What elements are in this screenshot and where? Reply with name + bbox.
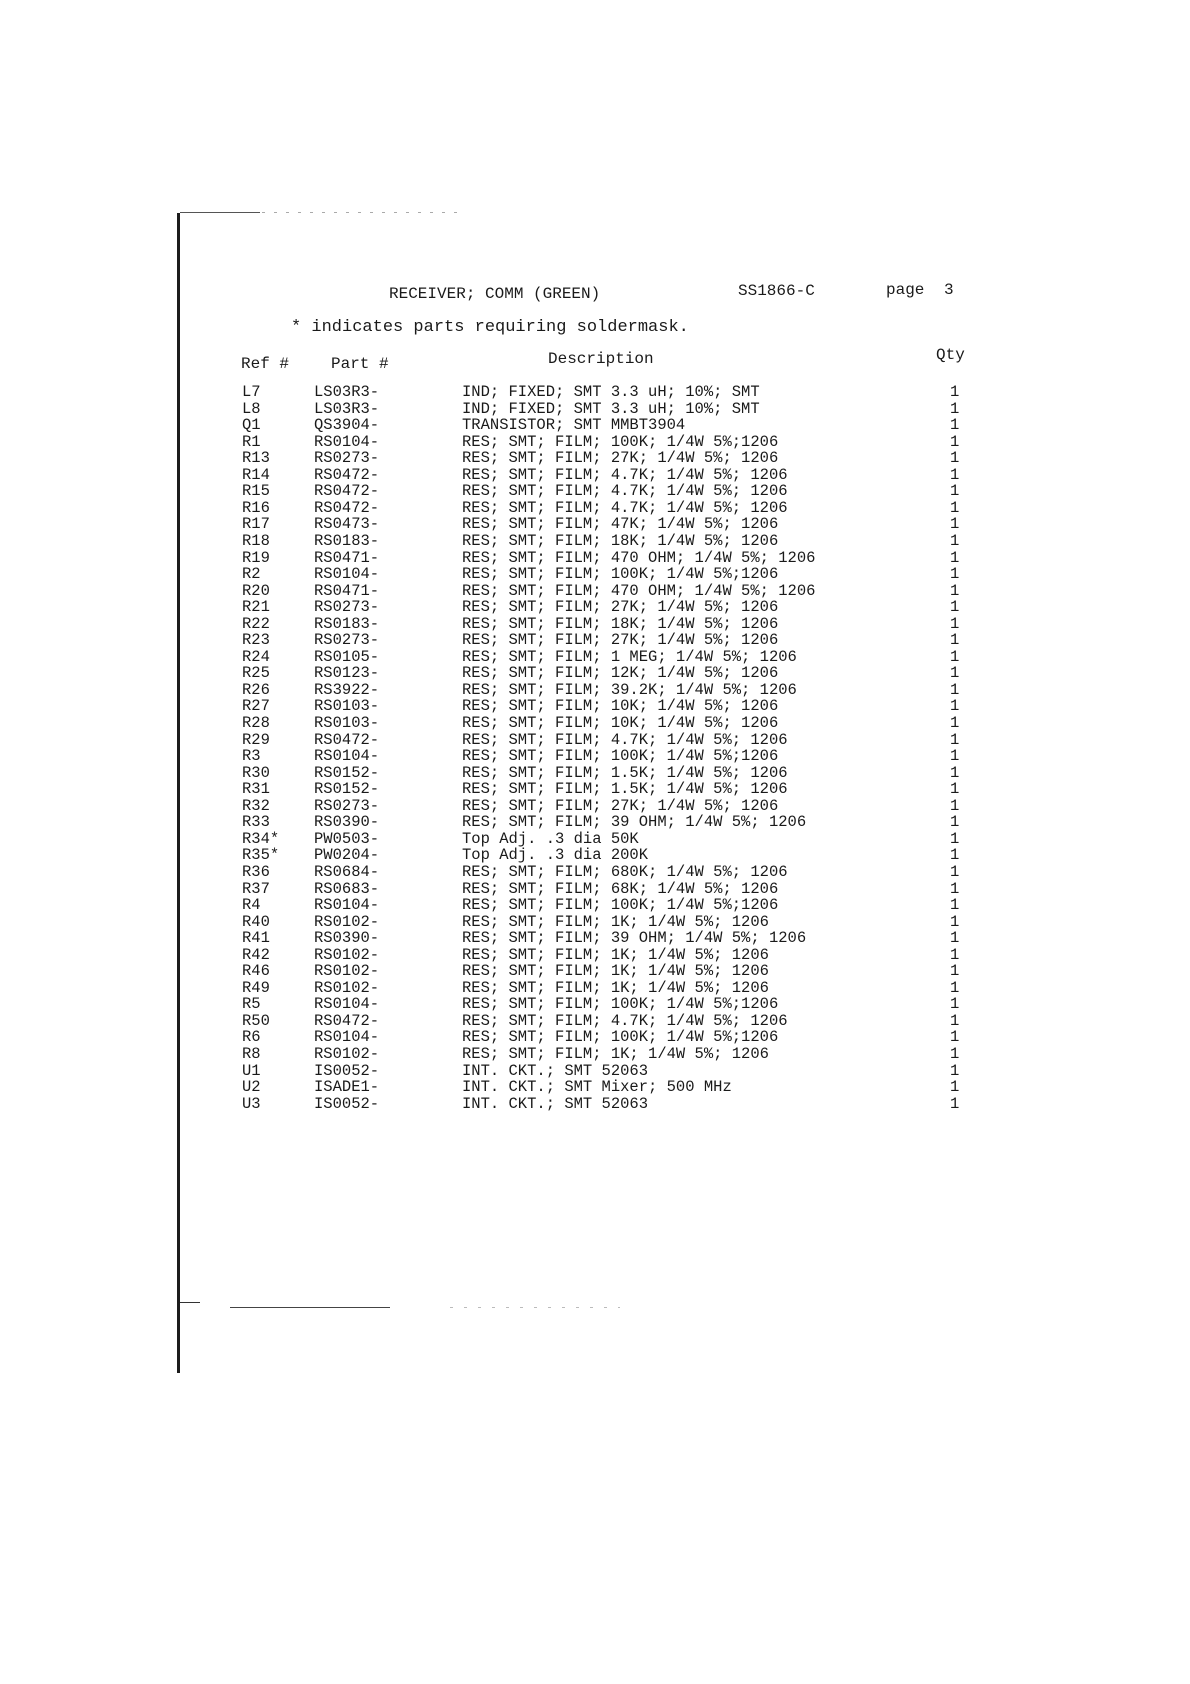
cell-qty: 1 xyxy=(950,432,960,451)
cell-part: RS3922- xyxy=(314,680,380,699)
cell-qty: 1 xyxy=(950,449,960,468)
cell-part: RS0102- xyxy=(314,912,380,931)
table-row xyxy=(0,500,1190,517)
cell-description: RES; SMT; FILM; 4.7K; 1/4W 5%; 1206 xyxy=(462,465,788,484)
cell-part: RS0123- xyxy=(314,664,380,683)
cell-part: RS0152- xyxy=(314,763,380,782)
cell-qty: 1 xyxy=(950,548,960,567)
cell-ref: R34* xyxy=(242,829,280,848)
table-row xyxy=(0,384,1190,401)
cell-ref: R24 xyxy=(242,647,270,666)
cell-ref: Q1 xyxy=(242,416,261,435)
table-row xyxy=(0,798,1190,815)
table-row xyxy=(0,1096,1190,1113)
cell-qty: 1 xyxy=(950,730,960,749)
cell-part: RS0104- xyxy=(314,747,380,766)
cell-part: IS0052- xyxy=(314,1094,380,1113)
cell-description: RES; SMT; FILM; 68K; 1/4W 5%; 1206 xyxy=(462,879,779,898)
cell-description: RES; SMT; FILM; 4.7K; 1/4W 5%; 1206 xyxy=(462,1011,788,1030)
cell-part: RS0684- xyxy=(314,862,380,881)
cell-description: RES; SMT; FILM; 27K; 1/4W 5%; 1206 xyxy=(462,449,779,468)
cell-qty: 1 xyxy=(950,1028,960,1047)
cell-part: RS0183- xyxy=(314,614,380,633)
cell-ref: R49 xyxy=(242,978,270,997)
cell-part: RS0102- xyxy=(314,962,380,981)
cell-ref: R6 xyxy=(242,1028,261,1047)
cell-ref: R14 xyxy=(242,465,270,484)
cell-description: RES; SMT; FILM; 39.2K; 1/4W 5%; 1206 xyxy=(462,680,797,699)
table-row xyxy=(0,781,1190,798)
cell-part: RS0471- xyxy=(314,581,380,600)
cell-qty: 1 xyxy=(950,399,960,418)
cell-ref: R26 xyxy=(242,680,270,699)
cell-qty: 1 xyxy=(950,780,960,799)
cell-description: RES; SMT; FILM; 1K; 1/4W 5%; 1206 xyxy=(462,945,769,964)
cell-part: RS0104- xyxy=(314,432,380,451)
cell-qty: 1 xyxy=(950,416,960,435)
cell-description: RES; SMT; FILM; 1K; 1/4W 5%; 1206 xyxy=(462,912,769,931)
cell-qty: 1 xyxy=(950,531,960,550)
cell-part: RS0152- xyxy=(314,780,380,799)
cell-part: RS0103- xyxy=(314,714,380,732)
table-row xyxy=(0,947,1190,964)
cell-ref: R4 xyxy=(242,896,261,915)
cell-ref: R18 xyxy=(242,531,270,550)
table-row xyxy=(0,649,1190,666)
cell-part: RS0104- xyxy=(314,896,380,915)
cell-part: RS0473- xyxy=(314,515,380,534)
cell-description: RES; SMT; FILM; 1 MEG; 1/4W 5%; 1206 xyxy=(462,647,797,666)
cell-description: RES; SMT; FILM; 27K; 1/4W 5%; 1206 xyxy=(462,598,779,617)
cell-description: Top Adj. .3 dia 200K xyxy=(462,846,649,865)
cell-qty: 1 xyxy=(950,383,960,401)
cell-description: RES; SMT; FILM; 12K; 1/4W 5%; 1206 xyxy=(462,664,779,683)
cell-ref: U2 xyxy=(242,1078,261,1097)
table-row xyxy=(0,765,1190,782)
cell-qty: 1 xyxy=(950,912,960,931)
cell-description: RES; SMT; FILM; 10K; 1/4W 5%; 1206 xyxy=(462,697,779,716)
cell-ref: U3 xyxy=(242,1094,261,1113)
cell-description: RES; SMT; FILM; 1.5K; 1/4W 5%; 1206 xyxy=(462,780,788,799)
cell-ref: R5 xyxy=(242,995,261,1014)
cell-qty: 1 xyxy=(950,945,960,964)
table-row xyxy=(0,616,1190,633)
cell-qty: 1 xyxy=(950,1011,960,1030)
cell-part: QS3904- xyxy=(314,416,380,435)
table-row xyxy=(0,566,1190,583)
table-row xyxy=(0,847,1190,864)
cell-part: RS0273- xyxy=(314,796,380,815)
cell-part: IS0052- xyxy=(314,1061,380,1080)
cell-qty: 1 xyxy=(950,465,960,484)
cell-ref: R15 xyxy=(242,482,270,501)
cell-qty: 1 xyxy=(950,846,960,865)
cell-qty: 1 xyxy=(950,581,960,600)
cell-description: RES; SMT; FILM; 4.7K; 1/4W 5%; 1206 xyxy=(462,498,788,517)
table-row xyxy=(0,434,1190,451)
table-row xyxy=(0,583,1190,600)
scan-edge-bottom-left xyxy=(180,1302,200,1303)
cell-qty: 1 xyxy=(950,565,960,584)
table-row xyxy=(0,483,1190,500)
cell-qty: 1 xyxy=(950,896,960,915)
cell-part: RS0472- xyxy=(314,1011,380,1030)
cell-description: RES; SMT; FILM; 18K; 1/4W 5%; 1206 xyxy=(462,614,779,633)
cell-qty: 1 xyxy=(950,714,960,732)
cell-ref: R27 xyxy=(242,697,270,716)
cell-description: RES; SMT; FILM; 470 OHM; 1/4W 5%; 1206 xyxy=(462,548,816,567)
cell-part: RS0102- xyxy=(314,945,380,964)
page-label: page xyxy=(886,281,925,299)
column-header-description: Description xyxy=(548,350,654,368)
table-row xyxy=(0,550,1190,567)
table-row xyxy=(0,1063,1190,1080)
scan-edge-bottom-dotted xyxy=(450,1307,620,1308)
cell-description: RES; SMT; FILM; 4.7K; 1/4W 5%; 1206 xyxy=(462,482,788,501)
table-row xyxy=(0,996,1190,1013)
table-row xyxy=(0,732,1190,749)
cell-qty: 1 xyxy=(950,515,960,534)
cell-part: RS0102- xyxy=(314,978,380,997)
cell-description: TRANSISTOR; SMT MMBT3904 xyxy=(462,416,686,435)
cell-part: RS0472- xyxy=(314,482,380,501)
cell-qty: 1 xyxy=(950,978,960,997)
cell-ref: R42 xyxy=(242,945,270,964)
cell-part: LS03R3- xyxy=(314,383,380,401)
cell-ref: R1 xyxy=(242,432,261,451)
cell-ref: R20 xyxy=(242,581,270,600)
cell-ref: R28 xyxy=(242,714,270,732)
cell-qty: 1 xyxy=(950,680,960,699)
cell-description: RES; SMT; FILM; 1K; 1/4W 5%; 1206 xyxy=(462,962,769,981)
cell-part: RS0472- xyxy=(314,730,380,749)
table-row xyxy=(0,533,1190,550)
cell-qty: 1 xyxy=(950,1078,960,1097)
cell-ref: R2 xyxy=(242,565,261,584)
cell-ref: R19 xyxy=(242,548,270,567)
cell-description: RES; SMT; FILM; 27K; 1/4W 5%; 1206 xyxy=(462,796,779,815)
cell-description: INT. CKT.; SMT 52063 xyxy=(462,1061,649,1080)
cell-ref: R31 xyxy=(242,780,270,799)
cell-description: IND; FIXED; SMT 3.3 uH; 10%; SMT xyxy=(462,399,760,418)
cell-part: RS0472- xyxy=(314,498,380,517)
cell-description: Top Adj. .3 dia 50K xyxy=(462,829,639,848)
cell-part: RS0273- xyxy=(314,449,380,468)
cell-ref: R40 xyxy=(242,912,270,931)
table-row xyxy=(0,516,1190,533)
cell-ref: R8 xyxy=(242,1045,261,1063)
cell-qty: 1 xyxy=(950,747,960,766)
column-header-part: Part # xyxy=(331,355,389,373)
cell-description: RES; SMT; FILM; 470 OHM; 1/4W 5%; 1206 xyxy=(462,581,816,600)
table-row xyxy=(0,897,1190,914)
scan-edge-top xyxy=(180,212,260,213)
cell-description: RES; SMT; FILM; 18K; 1/4W 5%; 1206 xyxy=(462,531,779,550)
cell-part: RS0183- xyxy=(314,531,380,550)
cell-ref: R23 xyxy=(242,631,270,650)
cell-qty: 1 xyxy=(950,929,960,948)
table-row xyxy=(0,682,1190,699)
column-header-ref: Ref # xyxy=(241,355,290,373)
table-row xyxy=(0,1079,1190,1096)
cell-description: RES; SMT; FILM; 100K; 1/4W 5%;1206 xyxy=(462,565,779,584)
scan-edge-top-dotted xyxy=(262,212,462,213)
cell-qty: 1 xyxy=(950,1061,960,1080)
cell-description: RES; SMT; FILM; 1K; 1/4W 5%; 1206 xyxy=(462,978,769,997)
table-row xyxy=(0,665,1190,682)
cell-qty: 1 xyxy=(950,862,960,881)
table-row xyxy=(0,715,1190,732)
cell-qty: 1 xyxy=(950,631,960,650)
cell-part: RS0683- xyxy=(314,879,380,898)
cell-description: INT. CKT.; SMT Mixer; 500 MHz xyxy=(462,1078,732,1097)
table-row xyxy=(0,864,1190,881)
cell-qty: 1 xyxy=(950,697,960,716)
cell-description: RES; SMT; FILM; 10K; 1/4W 5%; 1206 xyxy=(462,714,779,732)
cell-part: LS03R3- xyxy=(314,399,380,418)
cell-qty: 1 xyxy=(950,763,960,782)
cell-part: RS0104- xyxy=(314,565,380,584)
cell-description: RES; SMT; FILM; 1K; 1/4W 5%; 1206 xyxy=(462,1045,769,1063)
cell-description: RES; SMT; FILM; 100K; 1/4W 5%;1206 xyxy=(462,432,779,451)
table-row xyxy=(0,930,1190,947)
cell-description: RES; SMT; FILM; 100K; 1/4W 5%;1206 xyxy=(462,1028,779,1047)
cell-description: RES; SMT; FILM; 100K; 1/4W 5%;1206 xyxy=(462,747,779,766)
cell-description: RES; SMT; FILM; 27K; 1/4W 5%; 1206 xyxy=(462,631,779,650)
cell-part: PW0204- xyxy=(314,846,380,865)
cell-description: INT. CKT.; SMT 52063 xyxy=(462,1094,649,1113)
table-row xyxy=(0,1029,1190,1046)
cell-ref: R36 xyxy=(242,862,270,881)
cell-ref: R21 xyxy=(242,598,270,617)
table-row xyxy=(0,980,1190,997)
cell-ref: R29 xyxy=(242,730,270,749)
cell-description: IND; FIXED; SMT 3.3 uH; 10%; SMT xyxy=(462,383,760,401)
cell-part: RS0102- xyxy=(314,1045,380,1063)
table-row xyxy=(0,914,1190,931)
cell-qty: 1 xyxy=(950,1045,960,1063)
table-row xyxy=(0,698,1190,715)
cell-part: RS0471- xyxy=(314,548,380,567)
cell-qty: 1 xyxy=(950,962,960,981)
cell-ref: L7 xyxy=(242,383,261,401)
cell-qty: 1 xyxy=(950,614,960,633)
cell-ref: R35* xyxy=(242,846,280,865)
cell-ref: R41 xyxy=(242,929,270,948)
cell-ref: R32 xyxy=(242,796,270,815)
cell-description: RES; SMT; FILM; 680K; 1/4W 5%; 1206 xyxy=(462,862,788,881)
cell-qty: 1 xyxy=(950,796,960,815)
cell-qty: 1 xyxy=(950,829,960,848)
cell-description: RES; SMT; FILM; 100K; 1/4W 5%;1206 xyxy=(462,896,779,915)
table-row xyxy=(0,599,1190,616)
cell-description: RES; SMT; FILM; 1.5K; 1/4W 5%; 1206 xyxy=(462,763,788,782)
cell-qty: 1 xyxy=(950,1094,960,1113)
table-row xyxy=(0,814,1190,831)
column-header-qty: Qty xyxy=(936,346,965,364)
cell-ref: R37 xyxy=(242,879,270,898)
table-row xyxy=(0,1013,1190,1030)
cell-ref: R22 xyxy=(242,614,270,633)
soldermask-note: * indicates parts requiring soldermask. xyxy=(291,318,689,337)
cell-qty: 1 xyxy=(950,813,960,832)
cell-ref: U1 xyxy=(242,1061,261,1080)
cell-qty: 1 xyxy=(950,598,960,617)
cell-part: RS0105- xyxy=(314,647,380,666)
cell-part: PW0503- xyxy=(314,829,380,848)
cell-qty: 1 xyxy=(950,647,960,666)
cell-ref: L8 xyxy=(242,399,261,418)
table-row xyxy=(0,881,1190,898)
cell-qty: 1 xyxy=(950,482,960,501)
table-row xyxy=(0,632,1190,649)
cell-qty: 1 xyxy=(950,498,960,517)
table-row xyxy=(0,748,1190,765)
document-number: SS1866-C xyxy=(738,282,815,300)
cell-ref: R3 xyxy=(242,747,261,766)
cell-part: RS0104- xyxy=(314,1028,380,1047)
document-title: RECEIVER; COMM (GREEN) xyxy=(389,285,601,303)
cell-part: RS0273- xyxy=(314,598,380,617)
cell-ref: R16 xyxy=(242,498,270,517)
cell-description: RES; SMT; FILM; 4.7K; 1/4W 5%; 1206 xyxy=(462,730,788,749)
table-row xyxy=(0,831,1190,848)
cell-part: RS0472- xyxy=(314,465,380,484)
cell-part: ISADE1- xyxy=(314,1078,380,1097)
cell-ref: R17 xyxy=(242,515,270,534)
cell-part: RS0390- xyxy=(314,929,380,948)
cell-ref: R46 xyxy=(242,962,270,981)
cell-description: RES; SMT; FILM; 39 OHM; 1/4W 5%; 1206 xyxy=(462,929,807,948)
cell-ref: R13 xyxy=(242,449,270,468)
table-row xyxy=(0,450,1190,467)
cell-part: RS0104- xyxy=(314,995,380,1014)
cell-part: RS0273- xyxy=(314,631,380,650)
table-row xyxy=(0,1046,1190,1063)
table-row xyxy=(0,467,1190,484)
scan-edge-bottom xyxy=(230,1307,390,1308)
cell-qty: 1 xyxy=(950,664,960,683)
cell-description: RES; SMT; FILM; 39 OHM; 1/4W 5%; 1206 xyxy=(462,813,807,832)
table-row xyxy=(0,417,1190,434)
cell-description: RES; SMT; FILM; 47K; 1/4W 5%; 1206 xyxy=(462,515,779,534)
cell-ref: R33 xyxy=(242,813,270,832)
cell-part: RS0103- xyxy=(314,697,380,716)
table-row xyxy=(0,401,1190,418)
cell-ref: R50 xyxy=(242,1011,270,1030)
table-row xyxy=(0,963,1190,980)
page-number: 3 xyxy=(944,281,954,299)
cell-description: RES; SMT; FILM; 100K; 1/4W 5%;1206 xyxy=(462,995,779,1014)
cell-qty: 1 xyxy=(950,879,960,898)
cell-part: RS0390- xyxy=(314,813,380,832)
cell-ref: R25 xyxy=(242,664,270,683)
cell-qty: 1 xyxy=(950,995,960,1014)
cell-ref: R30 xyxy=(242,763,270,782)
